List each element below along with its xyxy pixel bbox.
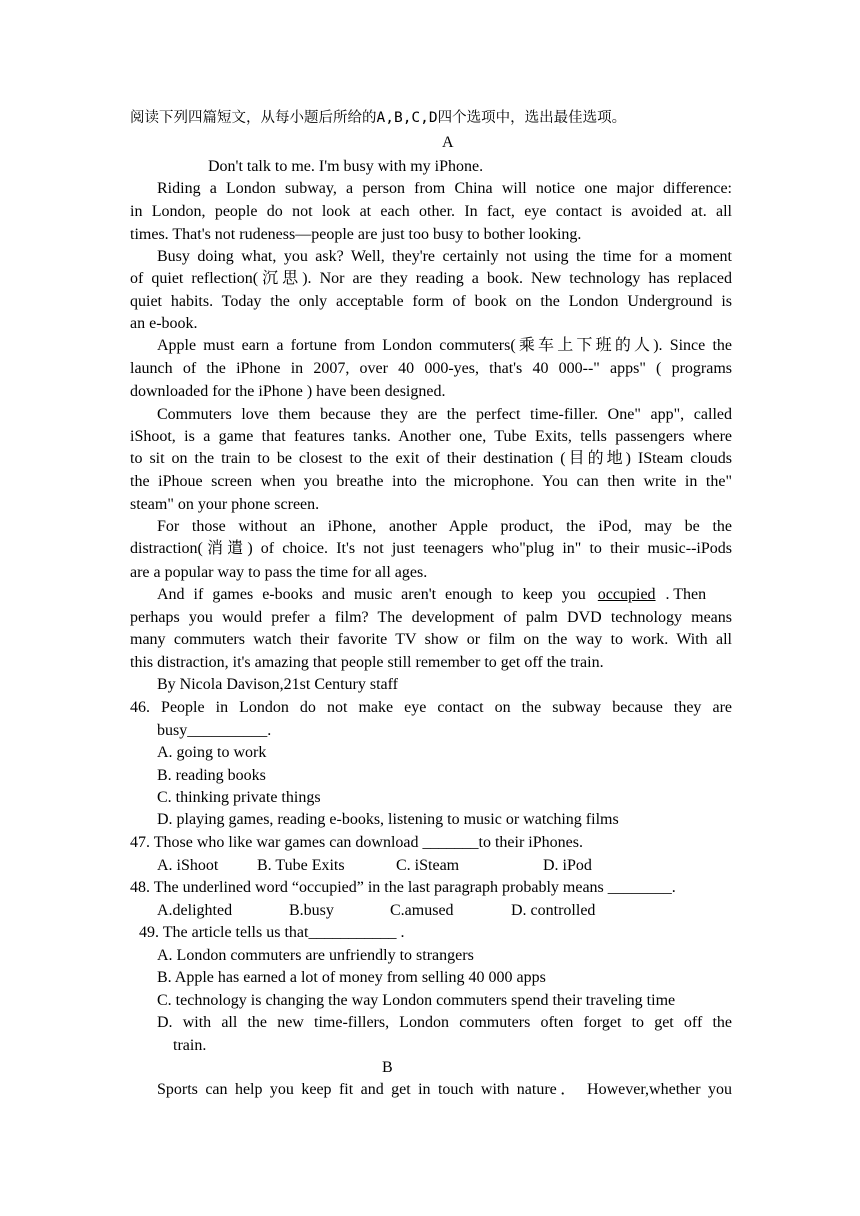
passage-line: times. That's not rudeness—people are just too busy to bother looking.	[130, 226, 582, 243]
passage-text: And if games e-books and music aren't enough to keep you	[157, 586, 586, 603]
passage-line: Riding a London subway, a person from China will notice one major difference:	[157, 180, 732, 197]
option-d: D. iPod	[543, 857, 592, 874]
option-b: B.busy	[289, 902, 334, 919]
passage-a-letter: A	[442, 134, 454, 151]
underlined-word: occupied	[597, 586, 656, 603]
passage-line: For those without an iPhone, another Apple product, the iPod, may be the	[157, 518, 732, 535]
passage-line: to sit on the train to be closest to the exit of their destination (目的地) ISteam clouds	[130, 450, 732, 467]
option-a: A. London commuters are unfriendly to strangers	[157, 947, 474, 964]
option-b: B. reading books	[157, 767, 266, 784]
instruction: 阅读下列四篇短文，从每小题后所给的A,B,C,D四个选项中，选出最佳选项。	[130, 110, 627, 126]
passage-line: Busy doing what, you ask? Well, they're certainly not using the time for a moment	[157, 248, 732, 265]
option-b: B. Apple has earned a lot of money from selling 40 000 apps	[157, 969, 546, 986]
option-c: C.amused	[390, 902, 454, 919]
passage-line: iShoot, is a game that features tanks. Another one, Tube Exits, tells passengers where	[130, 428, 732, 445]
option-d: D. controlled	[511, 902, 596, 919]
option-a: A.delighted	[157, 902, 233, 919]
option-c: C. iSteam	[396, 857, 460, 874]
passage-line: quiet habits. Today the only acceptable form of book on the London Underground is	[130, 293, 732, 310]
passage-line: distraction(消遣) of choice. It's not just teenagers who"plug in" to their music--iPods	[130, 540, 732, 557]
passage-line: are a popular way to pass the time for all ages.	[130, 564, 428, 581]
passage-line: Commuters love them because they are the perfect time-filler. One" app", called	[157, 406, 732, 423]
passage-line: downloaded for the iPhone ) have been designed.	[130, 383, 446, 400]
passage-line: perhaps you would prefer a film? The development of palm DVD technology means	[130, 609, 732, 626]
question-46-stem-cont: busy__________.	[157, 722, 272, 739]
passage-a-title: Don't talk to me. I'm busy with my iPhone.	[208, 158, 484, 175]
option-d: D. with all the new time-fillers, London commuters often forget to get off the	[157, 1014, 732, 1031]
passage-line: many commuters watch their favorite TV show or film on the way to work. With all	[130, 631, 732, 648]
passage-line: steam" on your phone screen.	[130, 496, 320, 513]
passage-line: of quiet reflection(沉思). Nor are they reading a book. New technology has replaced	[130, 270, 732, 287]
passage-line: Sports can help you keep fit and get in touch with nature． However,whether you	[157, 1081, 732, 1098]
passage-line-occupied	[157, 584, 732, 606]
passage-line: the iPhoue screen when you breathe into the microphone. You can then write in the"	[130, 473, 732, 490]
byline: By Nicola Davison,21st Century staff	[157, 676, 399, 693]
question-46-stem: 46. People in London do not make eye contact on the subway because they are	[130, 699, 732, 716]
option-c: C. technology is changing the way London commuters spend their traveling time	[157, 992, 676, 1009]
option-d: D. playing games, reading e-books, listening to music or watching films	[157, 811, 619, 828]
passage-b-letter: B	[382, 1059, 393, 1076]
option-a: A. iShoot	[157, 857, 219, 874]
question-49-stem: 49. The article tells us that___________ .	[139, 924, 405, 941]
option-b: B. Tube Exits	[257, 857, 345, 874]
passage-text: . Then	[665, 586, 707, 603]
passage-line: in London, people do not look at each other. In fact, eye contact is avoided at. all	[130, 203, 732, 220]
passage-line: launch of the iPhone in 2007, over 40 000-yes, that's 40 000--" apps" ( programs	[130, 360, 732, 377]
passage-line: this distraction, it's amazing that people still remember to get off the train.	[130, 654, 604, 671]
question-48-stem: 48. The underlined word “occupied” in the last paragraph probably means ________.	[130, 879, 676, 896]
option-d-cont: train.	[173, 1037, 207, 1054]
passage-line: Apple must earn a fortune from London commuters(乘车上下班的人). Since the	[157, 337, 732, 354]
passage-line: an e-book.	[130, 315, 198, 332]
option-a: A. going to work	[157, 744, 267, 761]
option-c: C. thinking private things	[157, 789, 321, 806]
question-47-stem: 47. Those who like war games can download _______to their iPhones.	[130, 834, 583, 851]
